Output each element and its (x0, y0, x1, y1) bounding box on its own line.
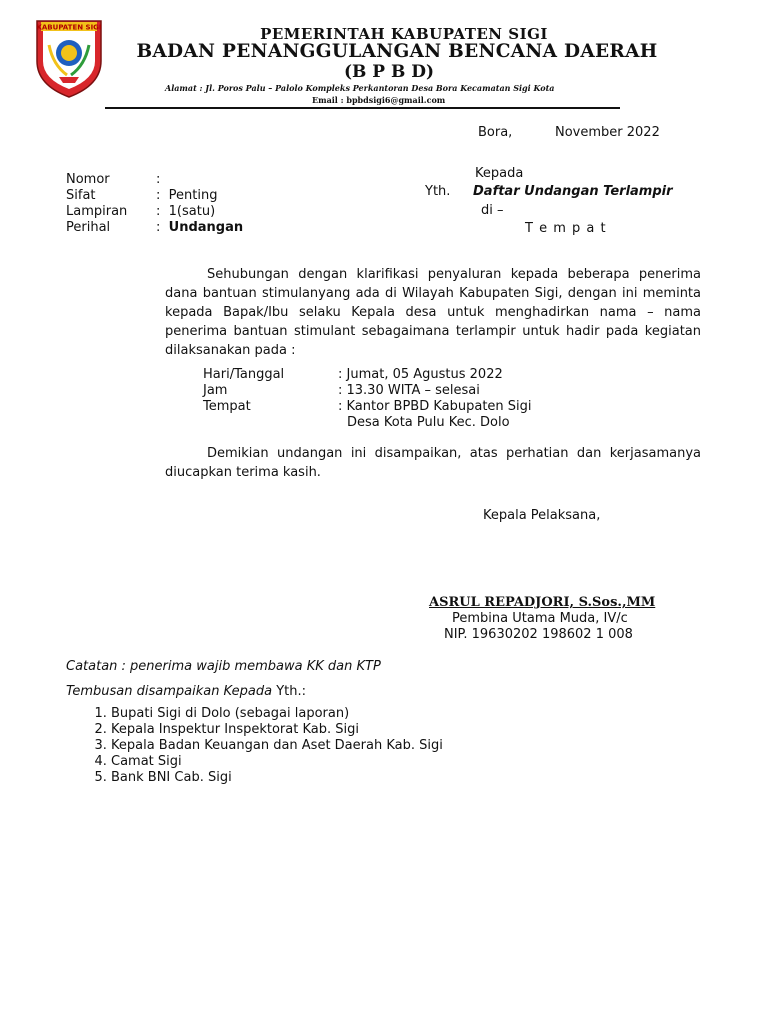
perihal-colon: : (156, 220, 161, 235)
recipient-yth: Yth. (425, 184, 451, 199)
office-email: Email : bpbdsigi6@gmail.com (312, 95, 446, 105)
lampiran-label: Lampiran (66, 204, 128, 219)
recipient-tempat: T e m p a t (525, 221, 607, 236)
office-address: Alamat : Jl. Poros Palu – Palolo Kompleks Perkantoran Desa Bora Kecamatan Sigi Kota (165, 83, 555, 93)
recipient-kepada: Kepada (475, 166, 524, 181)
signatory-rank: Pembina Utama Muda, IV/c (452, 611, 628, 626)
sifat-label: Sifat (66, 188, 96, 203)
detail-label-place: Tempat (203, 399, 251, 414)
body-paragraph-text: Sehubungan dengan klarifikasi penyaluran kepada beberapa penerima dana bantuan stimulanyang ada di Wilayah Kabupaten Sigi, dengan ini meminta kepada Bapak/Ibu selaku Kepala desa untuk menghadirkan nama – nama penerima bantuan stimulant sebagaimana terlampir untuk hadir pada kegiatan dilaksanakan pada : (165, 267, 701, 358)
nomor-value: : (156, 172, 161, 187)
detail-label-day: Hari/Tanggal (203, 367, 285, 382)
cc-item: 2. Kepala Inspektur Inspektorat Kab. Sigi (111, 722, 443, 738)
meta-lampiran-row (66, 204, 215, 219)
cc-heading-row (66, 684, 306, 699)
cc-list (87, 706, 443, 786)
agency-heading: BADAN PENANGGULANGAN BENCANA DAERAH (136, 41, 658, 62)
nomor-label: Nomor (66, 172, 110, 187)
cc-heading-suffix: Yth.: (272, 684, 306, 699)
meta-nomor-row (66, 172, 160, 187)
meta-sifat-row (66, 188, 217, 203)
perihal-label: Perihal (66, 220, 111, 235)
cc-item: 5. Bank BNI Cab. Sigi (111, 770, 443, 786)
svg-text:KABUPATEN SIGI: KABUPATEN SIGI (36, 23, 102, 32)
closing-paragraph (165, 444, 701, 482)
cc-item: 4. Camat Sigi (111, 754, 443, 770)
detail-value-day: : Jumat, 05 Agustus 2022 (338, 367, 503, 382)
detail-value-time: : 13.30 WITA – selesai (338, 383, 480, 398)
note: Catatan : penerima wajib membawa KK dan KTP (66, 659, 381, 674)
detail-value-place: : Kantor BPBD Kabupaten Sigi (338, 399, 532, 414)
meta-perihal-row (66, 220, 243, 235)
body-paragraph (165, 265, 701, 360)
signatory-title: Kepala Pelaksana, (483, 508, 601, 523)
sifat-value: : Penting (156, 188, 218, 203)
date-place: Bora, (478, 125, 513, 140)
letter-date: November 2022 (555, 125, 660, 140)
closing-paragraph-text: Demikian undangan ini disampaikan, atas perhatian dan kerjasamanya diucapkan terima kasih. (165, 446, 701, 480)
cc-item: 1. Bupati Sigi di Dolo (sebagai laporan) (111, 706, 443, 722)
detail-label-time: Jam (203, 383, 228, 398)
detail-value-place-line2: Desa Kota Pulu Kec. Dolo (347, 415, 510, 430)
perihal-value: Undangan (168, 220, 244, 235)
cc-item: 3. Kepala Badan Keuangan dan Aset Daerah Kab. Sigi (111, 738, 443, 754)
agency-abbreviation: (B P B D) (343, 62, 435, 82)
government-heading: PEMERINTAH KABUPATEN SIGI (260, 25, 548, 43)
letterhead-divider (105, 107, 620, 109)
lampiran-value: : 1(satu) (156, 204, 216, 219)
signatory-nip: NIP. 19630202 198602 1 008 (444, 627, 633, 642)
recipient-di: di – (481, 203, 504, 218)
recipient-name: Daftar Undangan Terlampir (473, 184, 673, 199)
cc-heading: Tembusan disampaikan Kepada (66, 684, 273, 699)
signatory-name: ASRUL REPADJORI, S.Sos.,MM (429, 595, 656, 610)
